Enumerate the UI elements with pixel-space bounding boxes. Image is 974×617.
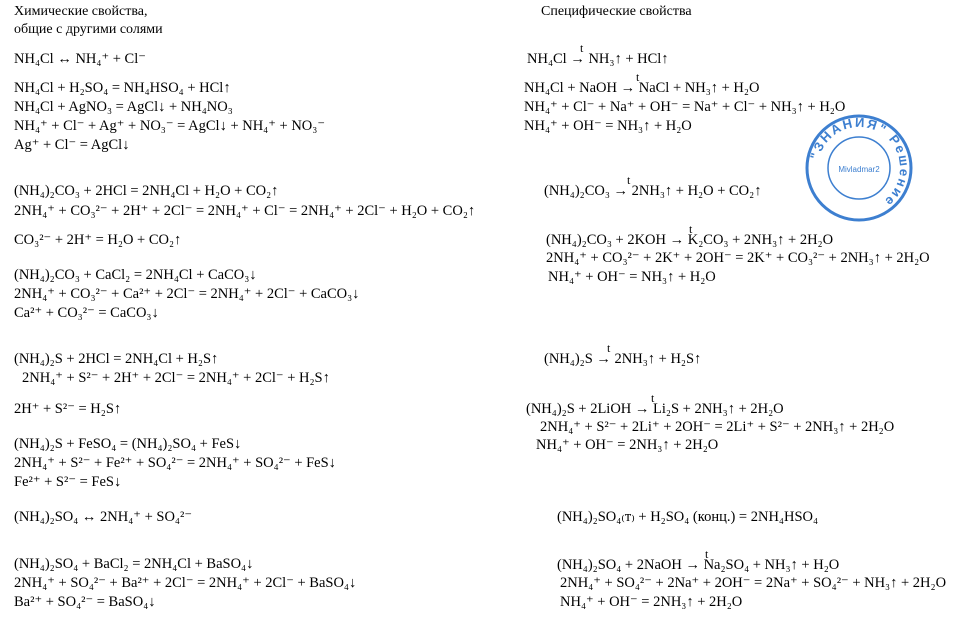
right-equation: NH₄Cl + NaOH → NaCl + NH₃↑ + H₂O xyxy=(524,80,760,96)
heat-marker: t xyxy=(689,222,693,236)
left-equation: (NH₄)₂SO₄ + BaCl₂ = 2NH₄Cl + BaSO₄↓ xyxy=(14,556,254,572)
left-equation: (NH₄)₂S + 2HCl = 2NH₄Cl + H₂S↑ xyxy=(14,351,219,367)
left-header-line2: общие с другими солями xyxy=(14,22,163,37)
right-equation: (NH₄)₂S + 2LiOH → Li₂S + 2NH₃↑ + 2H₂O xyxy=(526,401,784,417)
left-equation: Ba²⁺ + SO₄²⁻ = BaSO₄↓ xyxy=(14,594,156,610)
heat-marker: t xyxy=(607,341,611,355)
right-equation: NH₄⁺ + OH⁻ = NH₃↑ + H₂O xyxy=(524,118,692,134)
right-equation: 2NH₄⁺ + S²⁻ + 2Li⁺ + 2OH⁻ = 2Li⁺ + S²⁻ + 2NH₃↑ + 2H₂O xyxy=(540,419,895,435)
right-equation: NH₄Cl → NH₃↑ + HCl↑ xyxy=(527,51,669,67)
right-equation: NH₄⁺ + OH⁻ = NH₃↑ + H₂O xyxy=(548,269,716,285)
stamp-seal xyxy=(804,112,914,224)
right-equation: (NH₄)₂CO₃ → 2NH₃↑ + H₂O + CO₂↑ xyxy=(544,183,762,199)
right-equation: 2NH₄⁺ + SO₄²⁻ + 2Na⁺ + 2OH⁻ = 2Na⁺ + SO₄²⁻ + NH₃↑ + 2H₂O xyxy=(560,575,947,591)
left-equation: 2NH₄⁺ + S²⁻ + 2H⁺ + 2Cl⁻ = 2NH₄⁺ + 2Cl⁻ + H₂S↑ xyxy=(22,370,330,386)
left-equation: Fe²⁺ + S²⁻ = FeS↓ xyxy=(14,474,122,490)
right-header: Специфические свойства xyxy=(541,4,692,19)
left-equation: 2NH₄⁺ + S²⁻ + Fe²⁺ + SO₄²⁻ = 2NH₄⁺ + SO₄²⁻ + FeS↓ xyxy=(14,455,336,471)
left-equation: NH₄Cl ↔ NH₄⁺ + Cl⁻ xyxy=(14,51,146,67)
heat-marker: t xyxy=(651,391,655,405)
left-equation: Ca²⁺ + CO₃²⁻ = CaCO₃↓ xyxy=(14,305,159,321)
right-equation: 2NH₄⁺ + CO₃²⁻ + 2K⁺ + 2OH⁻ = 2K⁺ + CO₃²⁻ + 2NH₃↑ + 2H₂O xyxy=(546,250,930,266)
heat-marker: t xyxy=(580,41,584,55)
left-equation: (NH₄)₂SO₄ ↔ 2NH₄⁺ + SO₄²⁻ xyxy=(14,509,192,525)
left-equation: (NH₄)₂CO₃ + CaCl₂ = 2NH₄Cl + CaCO₃↓ xyxy=(14,267,257,283)
left-equation: (NH₄)₂CO₃ + 2HCl = 2NH₄Cl + H₂O + CO₂↑ xyxy=(14,183,279,199)
left-equation: (NH₄)₂S + FeSO₄ = (NH₄)₂SO₄ + FeS↓ xyxy=(14,436,242,452)
right-equation: (NH₄)₂S → 2NH₃↑ + H₂S↑ xyxy=(544,351,702,367)
left-equation: 2NH₄⁺ + CO₃²⁻ + 2H⁺ + 2Cl⁻ = 2NH₄⁺ + Cl⁻ = 2NH₄⁺ + 2Cl⁻ + H₂O + CO₂↑ xyxy=(14,203,476,219)
left-equation: 2NH₄⁺ + CO₃²⁻ + Ca²⁺ + 2Cl⁻ = 2NH₄⁺ + 2Cl⁻ + CaCO₃↓ xyxy=(14,286,360,302)
left-header-line1: Химические свойства, xyxy=(14,4,148,19)
right-equation: NH₄⁺ + OH⁻ = 2NH₃↑ + 2H₂O xyxy=(560,594,743,610)
left-equation: NH₄⁺ + Cl⁻ + Ag⁺ + NO₃⁻ = AgCl↓ + NH₄⁺ + NO₃⁻ xyxy=(14,118,325,134)
right-equation: (NH₄)₂SO₄ + 2NaOH → Na₂SO₄ + NH₃↑ + H₂O xyxy=(557,557,840,573)
left-equation: Ag⁺ + Cl⁻ = AgCl↓ xyxy=(14,137,130,153)
left-equation: NH₄Cl + H₂SO₄ = NH₄HSO₄ + HCl↑ xyxy=(14,80,231,96)
left-equation: NH₄Cl + AgNO₃ = AgCl↓ + NH₄NO₃ xyxy=(14,99,233,115)
right-equation: NH₄⁺ + Cl⁻ + Na⁺ + OH⁻ = Na⁺ + Cl⁻ + NH₃↑ + H₂O xyxy=(524,99,846,115)
left-equation: CO₃²⁻ + 2H⁺ = H₂O + CO₂↑ xyxy=(14,232,182,248)
heat-marker: t xyxy=(627,173,631,187)
left-equation: 2NH₄⁺ + SO₄²⁻ + Ba²⁺ + 2Cl⁻ = 2NH₄⁺ + 2Cl⁻ + BaSO₄↓ xyxy=(14,575,357,591)
stamp-center-text: Mivladmar2 xyxy=(838,165,880,174)
right-equation: NH₄⁺ + OH⁻ = 2NH₃↑ + 2H₂O xyxy=(536,437,719,453)
left-equation: 2H⁺ + S²⁻ = H₂S↑ xyxy=(14,401,122,417)
heat-marker: t xyxy=(705,547,709,561)
right-equation: (NH₄)₂CO₃ + 2KOH → K₂CO₃ + 2NH₃↑ + 2H₂O xyxy=(546,232,834,248)
right-equation: (NH₄)₂SO₄₍т₎ + H₂SO₄ (конц.) = 2NH₄HSO₄ xyxy=(557,509,819,525)
stamp-ring-text: "ЗНАНИЯ" Решение xyxy=(807,114,913,211)
heat-marker: t xyxy=(636,70,640,84)
